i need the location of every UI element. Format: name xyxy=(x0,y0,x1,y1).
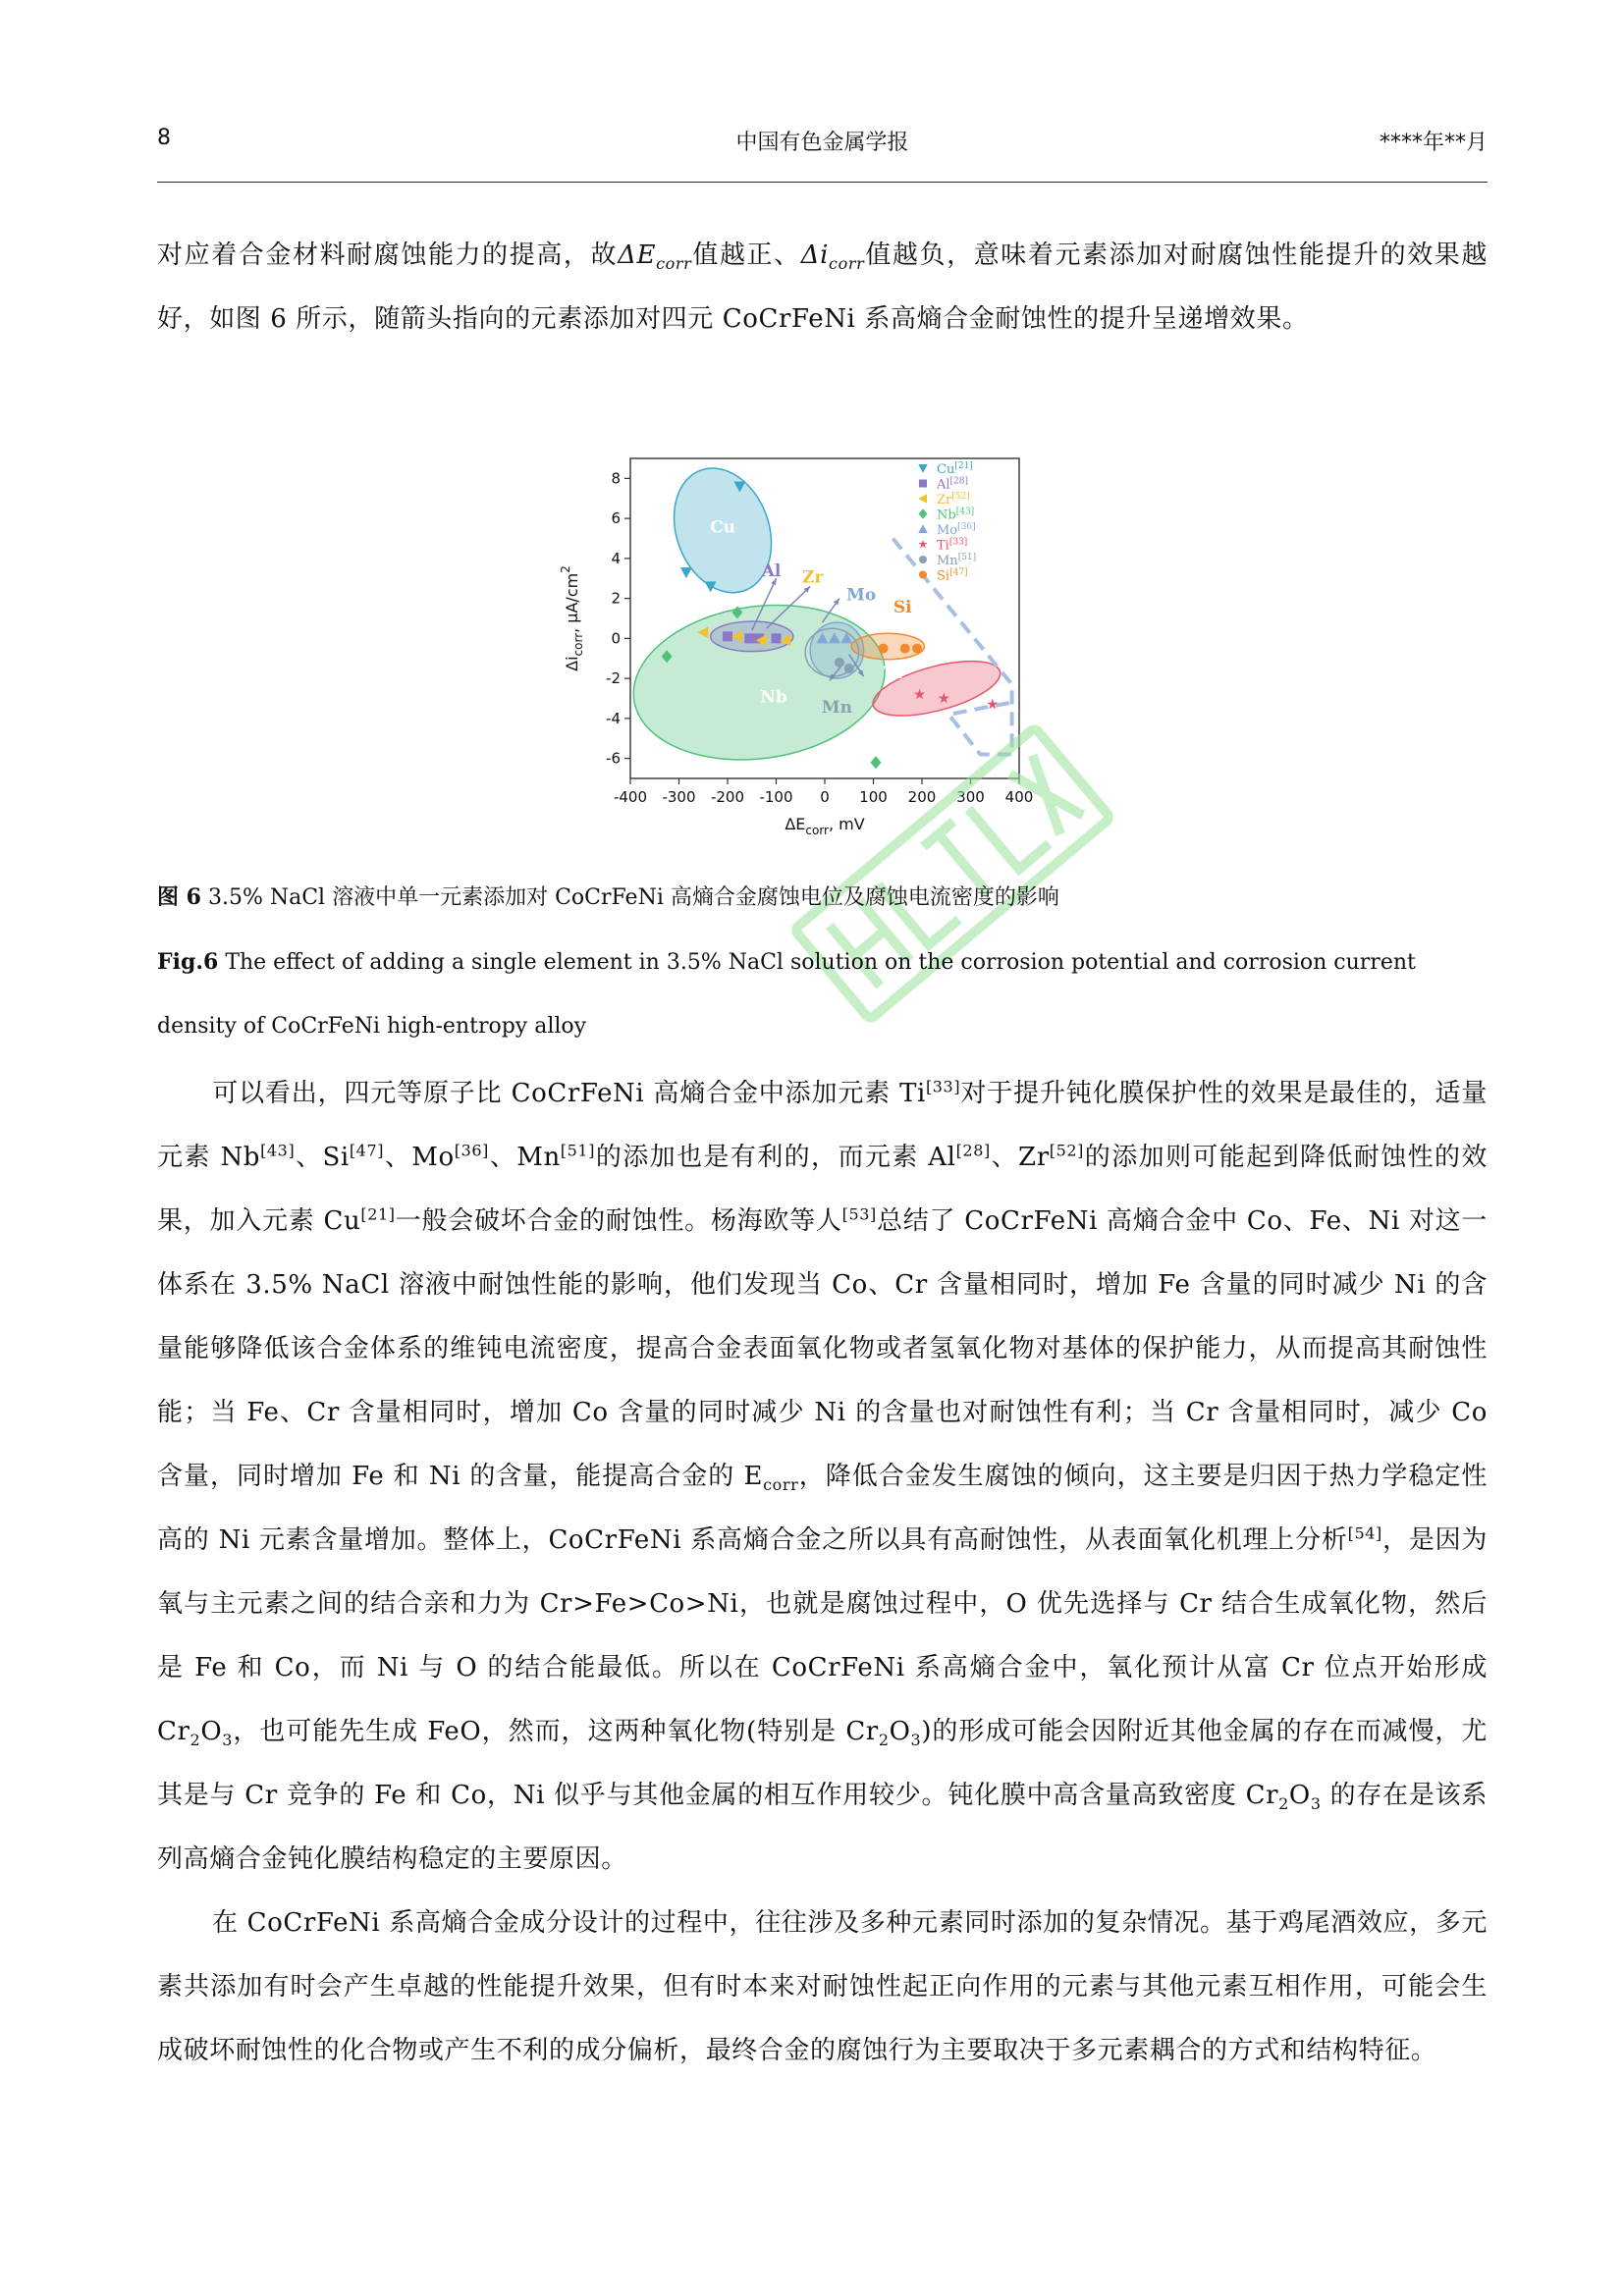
x-tick-label: -200 xyxy=(710,788,745,806)
citation: [33] xyxy=(925,1077,961,1096)
citation: [54] xyxy=(1347,1523,1382,1543)
subscript: 2 xyxy=(189,1731,201,1750)
p2-text: 的添加则可能起到降低耐蚀性的效果，加入元素 Cu xyxy=(157,1143,1488,1236)
body-paragraph-3 xyxy=(157,1892,1488,2083)
delta-i-subscript: corr xyxy=(829,254,865,274)
region-label-mn: Mn xyxy=(821,697,852,718)
subscript: 3 xyxy=(222,1731,234,1750)
y-tick-label: 8 xyxy=(611,469,621,488)
figure-caption-en xyxy=(157,931,1488,1058)
p2-text: )的形成可能会因附近其他金属的存在而减慢，尤其是与 Cr 竞争的 Fe 和 Co，Ni 似乎与其他金属的相互作用较少。钝化膜中高含量高致密度 Cr xyxy=(157,1717,1488,1810)
region-label-zr: Zr xyxy=(801,567,824,588)
point-mn xyxy=(835,658,844,667)
p2-text: ，降低合金发生腐蚀的倾向，这主要是归因于热力学稳定性高的 Ni 元素含量增加。整体上，CoCrFeNi 系高熵合金之所以具有高耐蚀性，从表面氧化机理上分析 xyxy=(157,1462,1488,1555)
subscript: corr xyxy=(763,1475,799,1495)
point-si xyxy=(912,644,922,654)
citation: [51] xyxy=(560,1141,596,1160)
journal-name: 中国有色金属学报 xyxy=(735,131,909,155)
region-label-cu: Cu xyxy=(710,517,735,538)
legend-entry-mo: Mo[36] xyxy=(937,522,976,538)
p2-text: 可以看出，四元等原子比 CoCrFeNi 高熵合金中添加元素 Ti xyxy=(212,1079,926,1108)
y-tick-label: 4 xyxy=(611,549,621,567)
subscript: 3 xyxy=(910,1731,922,1750)
x-axis-label: $\Delta E_{corr}$, mV xyxy=(785,815,865,837)
p2-text: 对于提升钝化膜保护性的效果是最佳的，适量元素 Nb xyxy=(157,1079,1488,1172)
legend-entry-mn: Mn[51] xyxy=(937,553,977,568)
p2-text: O xyxy=(1288,1781,1311,1810)
subscript: 2 xyxy=(1278,1794,1289,1814)
point-si xyxy=(878,644,888,654)
p2-text: 、Mn xyxy=(489,1143,561,1172)
subscript: 3 xyxy=(1310,1794,1322,1814)
point-al xyxy=(744,633,754,643)
legend-marker-ti xyxy=(918,540,927,549)
p2-text: 的存在是该系列高熵合金钝化膜结构稳定的主要原因。 xyxy=(157,1781,1489,1874)
intro-text-3: 值越负，意味着元素添加对耐腐蚀性能提升的效果越好，如图 6 所示，随箭头指向的元素添加对四元 CoCrFeNi 系高熵合金耐蚀性的提升呈递增效果。 xyxy=(157,240,1489,334)
p2-text: 、Mo xyxy=(384,1143,455,1172)
citation: [28] xyxy=(955,1141,991,1160)
subscript: 2 xyxy=(878,1731,890,1750)
point-si xyxy=(900,644,910,654)
point-al xyxy=(723,631,732,641)
y-tick-label: 2 xyxy=(611,589,621,608)
delta-i-symbol: Δi xyxy=(800,240,830,270)
body-paragraph-2 xyxy=(157,1062,1488,1892)
issue-date: ****年**月 xyxy=(1379,131,1488,155)
point-mn xyxy=(844,664,854,673)
figure-caption-cn xyxy=(157,866,1488,930)
citation: [36] xyxy=(454,1141,490,1160)
x-tick-label: -100 xyxy=(759,788,793,806)
point-al xyxy=(772,633,782,643)
caption-cn-label: 图 6 xyxy=(157,884,201,910)
x-tick-label: 0 xyxy=(820,788,830,806)
p2-text: O xyxy=(200,1717,223,1746)
p2-text: 的添加也是有利的，而元素 Al xyxy=(595,1143,956,1172)
p2-text: O xyxy=(889,1717,911,1746)
legend-marker-cu xyxy=(918,464,928,473)
x-tick-label: 300 xyxy=(956,788,985,806)
p2-text: ，也可能先生成 FeO，然而，这两种氧化物(特别是 Cr xyxy=(233,1717,879,1746)
y-tick-label: -6 xyxy=(606,749,621,768)
legend-entry-zr: Zr[52] xyxy=(937,492,970,507)
y-tick-label: 6 xyxy=(611,509,621,528)
legend-entry-ti: Ti[33] xyxy=(937,537,968,554)
arrow-head xyxy=(834,599,839,606)
region-label-ti: Ti xyxy=(883,664,902,684)
caption-en-label: Fig.6 xyxy=(157,949,219,975)
citation: [53] xyxy=(841,1204,877,1224)
intro-paragraph xyxy=(157,224,1488,351)
running-header xyxy=(157,126,1488,165)
x-tick-label: -400 xyxy=(613,788,648,806)
x-tick-label: -300 xyxy=(662,788,696,806)
p2-text: 一般会破坏合金的耐蚀性。杨海欧等人 xyxy=(395,1206,842,1236)
y-tick-label: -4 xyxy=(606,709,621,727)
caption-cn-text: 3.5% NaCl 溶液中单一元素添加对 CoCrFeNi 高熵合金腐蚀电位及腐蚀电流密度的影响 xyxy=(200,885,1059,910)
legend-marker-si xyxy=(919,571,927,579)
p2-text: ，是因为氧与主元素之间的结合亲和力为 Cr>Fe>Co>Ni，也就是腐蚀过程中，O 优先选择与 Cr 结合生成氧化物，然后是 Fe 和 Co，而 Ni 与 O 的结合能最低。所以在 CoCrFeNi 系高熵合金中，氧化预计从富 Cr 位点开始形成 Cr xyxy=(157,1525,1488,1746)
citation: [43] xyxy=(260,1141,296,1160)
region-label-nb: Nb xyxy=(760,687,787,708)
region-label-si: Si xyxy=(893,597,912,617)
legend-marker-mo xyxy=(918,524,928,533)
p2-text: 、Zr xyxy=(990,1143,1050,1172)
legend-entry-nb: Nb[43] xyxy=(937,507,975,523)
legend-entry-cu: Cu[21] xyxy=(937,461,973,477)
legend-marker-mn xyxy=(919,556,927,563)
legend-entry-al: Al[28] xyxy=(937,476,969,493)
citation: [47] xyxy=(349,1141,385,1160)
header-rule xyxy=(157,182,1488,183)
x-tick-label: 100 xyxy=(859,788,888,806)
caption-en-text: The effect of adding a single element in 3.5% NaCl solution on the corrosion potential and corrosion current density of CoCrFeNi high-entropy alloy xyxy=(157,950,1416,1039)
y-tick-label: 0 xyxy=(611,629,621,648)
legend-entry-si: Si[47] xyxy=(937,567,968,584)
delta-e-symbol: ΔE xyxy=(618,240,657,270)
x-tick-label: 400 xyxy=(1004,788,1034,806)
x-tick-label: 200 xyxy=(907,788,937,806)
y-axis-label: $\Delta i_{corr}$, $\mu A/cm^2$ xyxy=(559,565,585,671)
delta-e-subscript: corr xyxy=(656,254,692,274)
p3-text: 在 CoCrFeNi 系高熵合金成分设计的过程中，往往涉及多种元素同时添加的复杂情况。基于鸡尾酒效应，多元素共添加有时会产生卓越的性能提升效果，但有时本来对耐蚀性起正向作用的元素与其他元素互相作用，可能会生成破坏耐蚀性的化合物或产生不利的成分偏析，最终合金的腐蚀行为主要取决于多元素耦合的方式和结构特征。 xyxy=(157,1908,1488,2065)
region-label-al: Al xyxy=(761,561,782,582)
citation: [21] xyxy=(360,1204,396,1224)
p2-text: 总结了 CoCrFeNi 高熵合金中 Co、Fe、Ni 对这一体系在 3.5% NaCl 溶液中耐蚀性能的影响，他们发现当 Co、Cr 含量相同时，增加 Fe 含量的同时减少 Ni 的含量能够降低该合金体系的维钝电流密度，提高合金表面氧化物或者氢氧化物对基体的保护能力，从而提高其耐蚀性能；当 Fe、Cr 含量相同时，增加 Co 含量的同时减少 Ni 的含量也对耐蚀性有利；当 Cr 含量相同时，减少 Co 含量，同时增加 Fe 和 Ni 的含量，能提高合金的 E xyxy=(157,1206,1488,1491)
intro-text-2: 值越正、 xyxy=(691,240,801,270)
legend-marker-zr xyxy=(918,494,927,504)
intro-text-1: 对应着合金材料耐腐蚀能力的提高，故 xyxy=(157,240,619,270)
p2-text: 、Si xyxy=(295,1143,350,1172)
citation: [52] xyxy=(1049,1141,1084,1160)
legend-marker-al xyxy=(919,480,927,488)
region-label-mo: Mo xyxy=(846,585,877,606)
point-cu xyxy=(680,567,692,578)
legend-marker-nb xyxy=(919,508,928,518)
y-tick-label: -2 xyxy=(606,669,621,688)
page-number: 8 xyxy=(157,126,171,150)
